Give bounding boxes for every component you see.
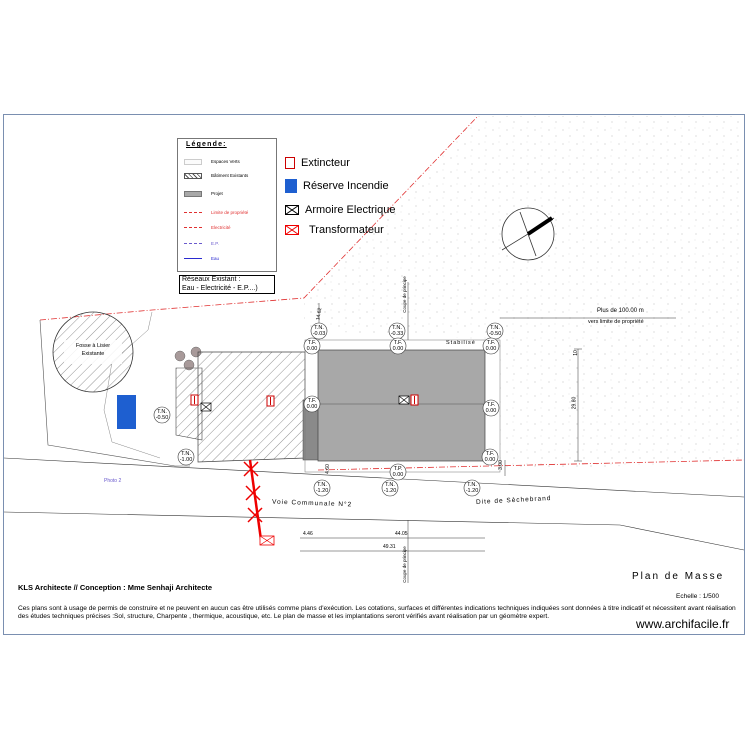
reserve-incendie [117,395,136,429]
extincteur-icon [267,396,274,406]
key-transformateur [285,224,384,236]
legend-title: Légende: [186,141,227,148]
tn-marker-label: T.F. 0.00 [484,451,496,463]
legend-item-limite [184,210,248,215]
key-armoire [285,204,395,216]
cote-49: 49.31 [383,544,396,550]
legend-line [184,212,202,213]
key-reserve [285,179,389,193]
tn-marker-label: T.N. -0.03 [312,325,326,337]
legend-line [184,258,202,259]
reseaux-existant-box [179,275,275,294]
extincteur-icon [411,395,418,405]
legend-line [184,243,202,244]
stabilise-label: Stabilisé [446,340,476,346]
key-label: Réserve Incendie [303,180,389,192]
projet-building [318,350,485,461]
legend-swatch [184,191,202,197]
legend-panel [177,138,277,272]
tn-marker-label: T.N. -0.50 [488,325,502,337]
cote-depth: 29.80 [571,396,578,410]
coupe-top-label: Coupe de principe [401,276,407,313]
legend-item-projet [184,191,223,197]
reserve-incendie-icon [285,179,297,193]
road-edge-east [620,525,744,550]
coupe-bottom-label: Coupe de principe [401,546,407,583]
legend-swatch [184,159,202,165]
north-arrow-icon [502,208,554,260]
legend-item-batiment [184,173,248,179]
cote-446: 4.46 [303,531,313,537]
legend-line [184,227,202,228]
reseaux-line-1: Réseaux Existant : [182,276,241,283]
tn-marker-label: T.F. 0.00 [306,340,318,352]
key-label: Armoire Electrique [305,204,396,216]
tn-marker-label: T.N. -0.50 [155,409,169,421]
echelle-label: Echelle : 1/500 [676,593,720,600]
legend-label: E.P. [211,241,219,246]
key-extincteur [285,157,350,169]
transformateur-icon [260,536,274,545]
legend-swatch [184,173,202,179]
cote-10: 10 [572,350,579,356]
armoire-electrique-icon [201,403,211,411]
title-block-credits: KLS Architecte // Conception : Mme Senhaji Architecte [18,583,213,592]
reseaux-line-2: Eau - Electricité - E.P....) [182,284,258,292]
watermark: www.archifacile.fr [636,617,730,631]
voie-communale-label: Voie Communale N°2 [271,498,353,509]
tn-marker-label: T.F. 0.00 [485,340,497,352]
tn-marker-label: T.N. -1.20 [315,482,329,494]
tn-marker-label: T.N. -1.20 [465,482,479,494]
legend-item-electricite [184,225,231,230]
tree-icon [175,351,185,361]
existing-building-main [198,352,305,462]
tn-marker-label: T.F. 0.00 [392,340,404,352]
fosse-label: Fosse à Lisier Existante [75,343,111,357]
tn-marker-label: T.F. 0.00 [306,398,318,410]
plus-de-100-label: Plus de 100.00 m [597,308,644,314]
tn-marker-label: T.F. 0.00 [485,402,497,414]
legend-label: Bâtiment Existants [211,173,249,179]
legend-item-eau [184,256,219,261]
extincteur-icon [285,157,295,169]
dite-label: Dite de Sèchebrand [475,495,552,506]
key-label: Extincteur [301,157,350,169]
road-edge-bottom [4,512,620,525]
legend-item-ep [184,241,219,246]
key-label: Transformateur [309,224,384,236]
tn-marker-label: T.N. -1.00 [179,451,193,463]
legend-label: Projet [211,191,223,197]
cote-right: 3.00 [497,460,504,470]
photo-label: Photo 2 [104,478,122,484]
legend-label: Espaces Verts [211,159,240,165]
armoire-electrique-icon [285,205,299,215]
legend-label: Eau [211,256,220,261]
extincteur-icon [191,395,198,405]
legend-label: Electricité [211,225,231,230]
cote-1462: 14.62 [315,307,324,321]
footer-disclaimer: Ces plans sont à usage de permis de construire et ne peuvent en aucun cas être utilisés comme plans d'exécution. Les cotations, surfaces et différentes indications techniques indiquées sont données à titre indicatif et nécessitent avant réalisation des études techniques précises :Sol, structure, Charpente , thermique, acoustique, etc. Le plan de masse et les implantations seront vérifiés avant réalisation par un géomètre expert. [18,605,736,621]
cote-44: 44.05 [395,531,408,537]
armoire-electrique-icon [399,396,409,404]
plan-title: Plan de Masse [632,571,725,582]
transformateur-icon [285,225,299,235]
tn-marker-label: T.N. -1.20 [383,482,397,494]
legend-label: Limite de propriété [211,210,249,215]
tn-marker-label: T.P. 0.00 [392,466,404,478]
tn-marker-label: T.N. -0.33 [390,325,404,337]
cote-left: 4.60 [324,464,331,474]
legend-item-espaces-verts [184,159,240,165]
vers-limite-label: vers limite de propriété [588,319,644,325]
